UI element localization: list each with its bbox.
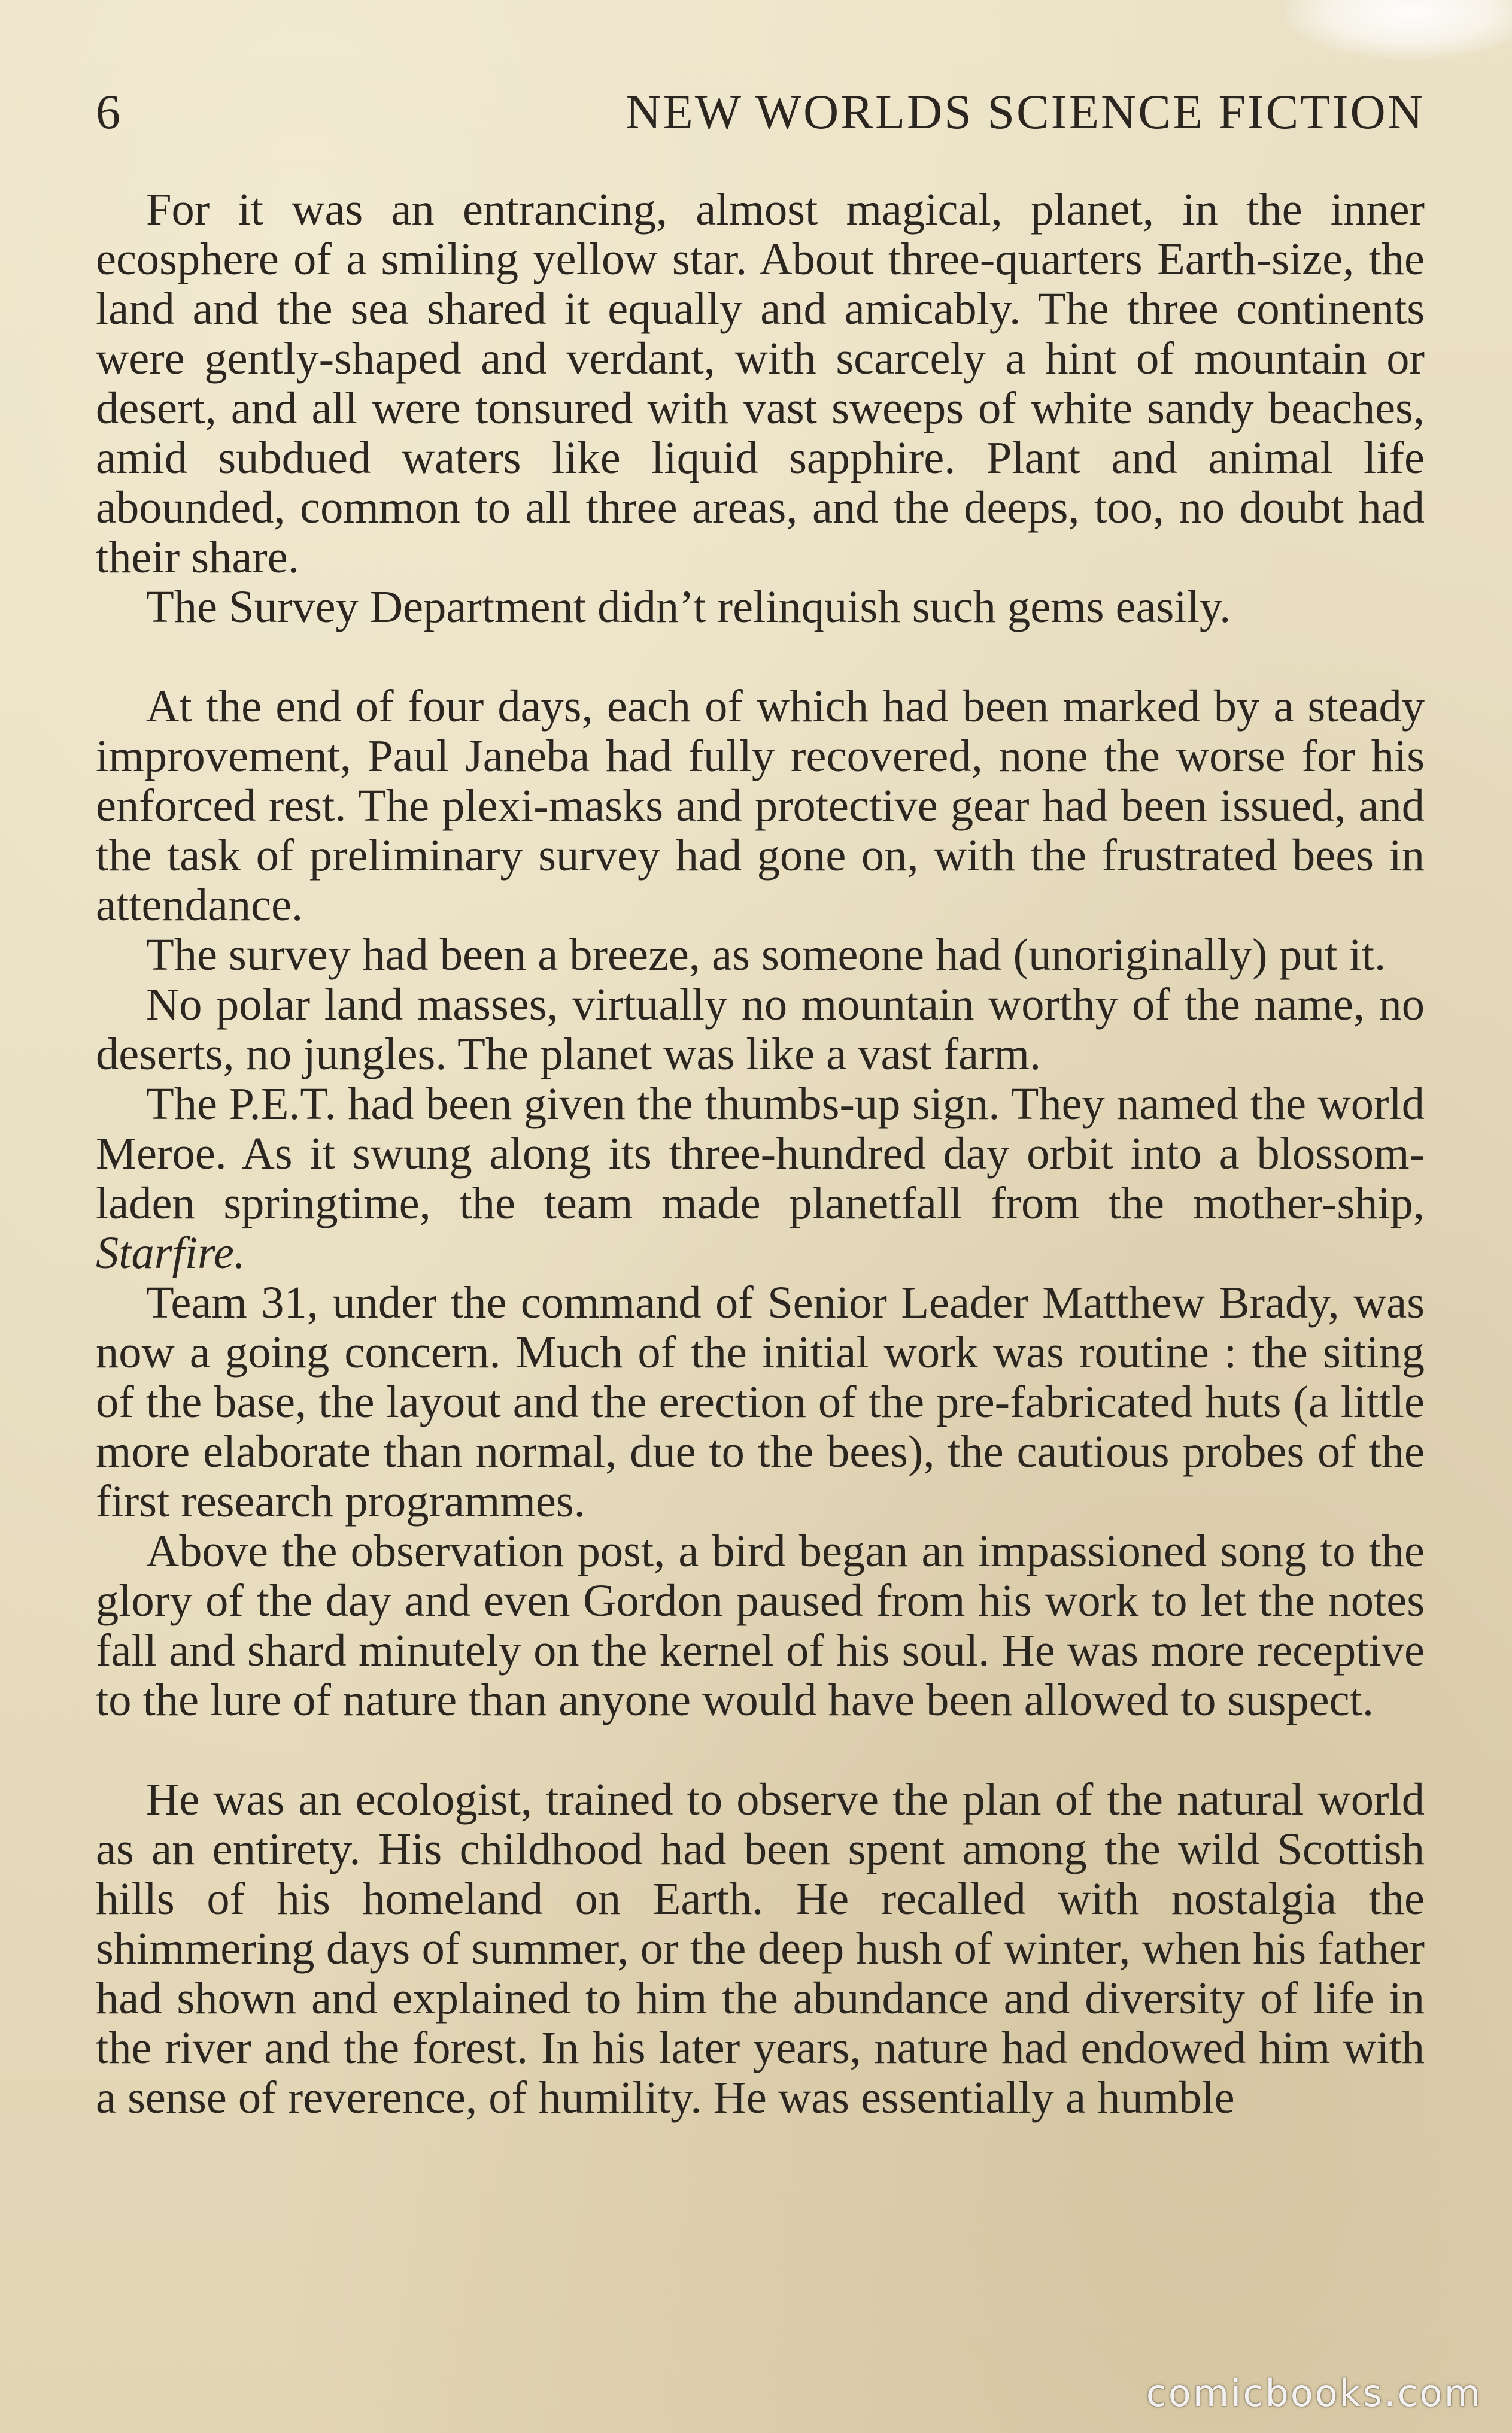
paragraph: No polar land masses, virtually no mountain worthy of the name, no deserts, no jungles. The planet was like a vast farm.: [96, 979, 1425, 1079]
body-text: [96, 184, 1425, 2122]
paragraph: [96, 1079, 1425, 1278]
paragraph: The survey had been a breeze, as someone had (unoriginally) put it.: [146, 929, 1386, 980]
paragraph: Above the observation post, a bird began an impassioned song to the glory of the day and even Gordon paused from his work to let the notes fall and shard minutely on the kernel of his soul. He was more receptive to the lure of nature than anyone would have been allowed to suspect.: [96, 1525, 1425, 1725]
paragraph: The Survey Department didn’t relinquish such gems easily.: [146, 581, 1231, 632]
paragraph: For it was an entrancing, almost magical, planet, in the inner ecosphere of a smiling yellow star. About three-quarters Earth-size, the land and the sea shared it equally and amicably. The three continents were gently-shaped and verdant, with scarcely a hint of mountain or desert, and all were tonsured with vast sweeps of white sandy beaches, amid subdued waters like liquid sapphire. Plant and animal life abounded, common to all three areas, and the deeps, too, no doubt had their share.: [96, 184, 1425, 583]
paragraph-text: The P.E.T. had been given the thumbs-up sign. They named the world Meroe. As it swung along its three-hundred day orbit into a blossom-laden springtime, the team made planetfall from the mother-ship,: [96, 1078, 1425, 1228]
ship-name: Starfire.: [96, 1227, 246, 1278]
running-title: NEW WORLDS SCIENCE FICTION: [626, 84, 1425, 139]
page-number: 6: [96, 84, 122, 139]
paragraph: He was an ecologist, trained to observe the plan of the natural world as an entirety. His childhood had been spent among the wild Scottish hills of his homeland on Earth. He recalled with nostalgia the shimmering days of summer, or the deep hush of winter, when his father had shown and explained to him the abundance and diversity of life in the river and the forest. In his later years, nature had endowed him with a sense of reverence, of humility. He was essentially a humble: [96, 1774, 1425, 2123]
watermark: comicbooks.com: [1146, 2371, 1482, 2415]
paragraph: Team 31, under the command of Senior Leader Matthew Brady, was now a going concern. Much of the initial work was routine : the siting of the base, the layout and the erection of the pre-fabricated huts (a little more elaborate than normal, due to the bees), the cautious probes of the first research programmes.: [96, 1277, 1425, 1527]
page-header: [96, 84, 1425, 150]
page-stain: [1285, 0, 1512, 60]
paragraph: At the end of four days, each of which had been marked by a steady improvement, Paul Janeba had fully recovered, none the worse for his enforced rest. The plexi-masks and protective gear had been issued, and the task of preliminary survey had gone on, with the frustrated bees in attendance.: [96, 681, 1425, 930]
